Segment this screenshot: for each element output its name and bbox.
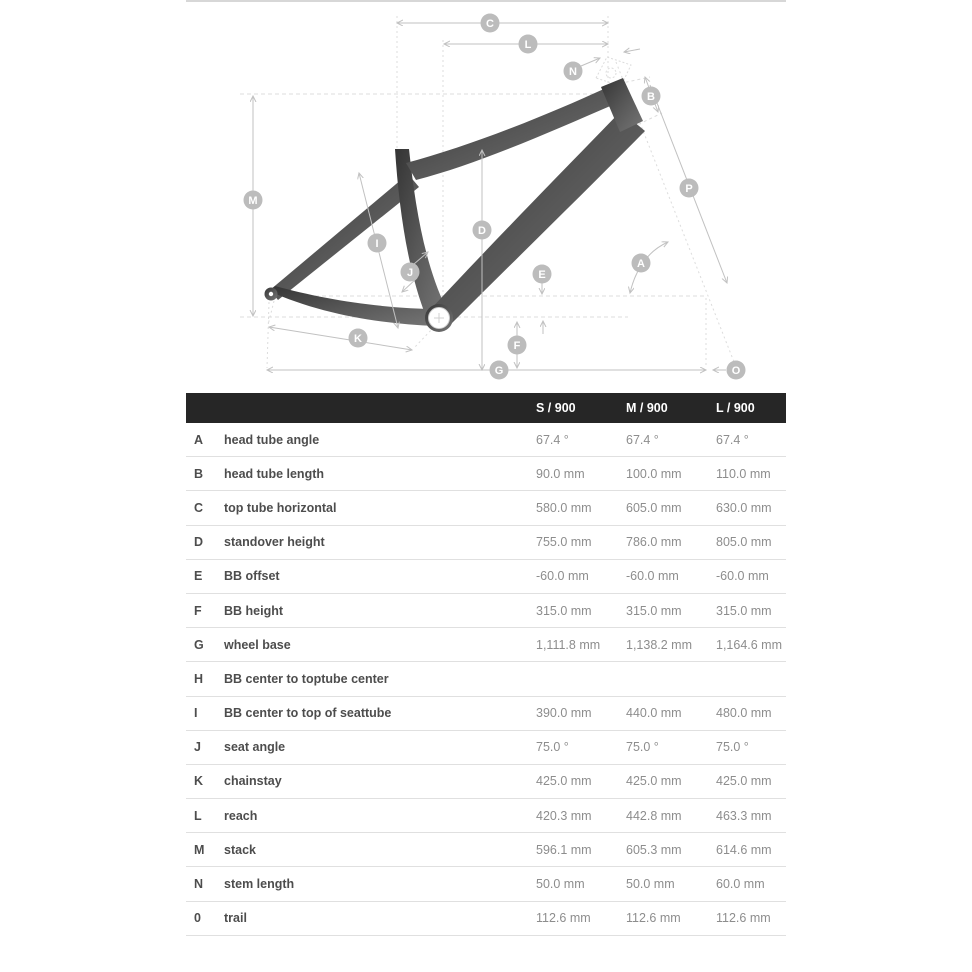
table-row xyxy=(186,765,786,799)
row-value-s: 67.4 ° xyxy=(536,432,569,447)
row-letter: E xyxy=(194,569,203,584)
table-row xyxy=(186,457,786,491)
row-value-m: 440.0 mm xyxy=(626,706,682,721)
row-label: trail xyxy=(224,911,247,926)
row-value-m: 1,138.2 mm xyxy=(626,637,693,652)
row-value-m: 605.0 mm xyxy=(626,500,682,515)
dimension-marker-label: K xyxy=(354,333,362,345)
dimension-marker-label: J xyxy=(406,267,414,279)
row-value-l: 463.3 mm xyxy=(716,808,772,823)
row-label: BB center to toptube center xyxy=(224,671,389,686)
row-letter: C xyxy=(194,500,204,515)
row-value-m: 605.3 mm xyxy=(626,842,682,857)
table-row xyxy=(186,491,786,525)
row-value-s: 596.1 mm xyxy=(536,842,592,857)
dimension-markers xyxy=(244,14,746,380)
dim-N-stem xyxy=(581,58,600,66)
table-row xyxy=(186,799,786,833)
dimension-marker-label: B xyxy=(647,91,655,103)
row-value-l: 480.0 mm xyxy=(716,706,772,721)
dimension-marker-label: I xyxy=(375,238,379,250)
chain-stay xyxy=(269,286,440,326)
geometry-table xyxy=(186,393,786,936)
dimension-marker-label: D xyxy=(478,225,486,237)
row-label: BB offset xyxy=(224,569,280,584)
row-value-s: 420.3 mm xyxy=(536,808,592,823)
row-value-l: 67.4 ° xyxy=(716,432,749,447)
dimension-marker-label: M xyxy=(248,195,258,207)
table-row xyxy=(186,902,786,936)
row-label: head tube length xyxy=(224,466,324,481)
table-row xyxy=(186,594,786,628)
row-letter: N xyxy=(194,877,204,892)
row-value-l: 110.0 mm xyxy=(716,466,771,481)
row-value-s: 50.0 mm xyxy=(536,877,585,892)
row-letter: I xyxy=(194,706,198,721)
table-row xyxy=(186,526,786,560)
row-letter: B xyxy=(194,466,204,481)
row-value-m: 315.0 mm xyxy=(626,603,682,618)
row-value-l: 315.0 mm xyxy=(716,603,772,618)
row-value-l: 60.0 mm xyxy=(716,877,765,892)
row-value-m: 442.8 mm xyxy=(626,808,682,823)
row-value-l: 112.6 mm xyxy=(716,911,771,926)
row-letter: A xyxy=(194,432,204,447)
row-value-l: 425.0 mm xyxy=(716,774,772,789)
dimension-lines xyxy=(253,23,727,370)
table-row xyxy=(186,628,786,662)
row-label: reach xyxy=(224,808,258,823)
column-header-l: L / 900 xyxy=(716,401,755,415)
table-header xyxy=(186,393,786,423)
row-value-m: 425.0 mm xyxy=(626,774,682,789)
row-value-m: -60.0 mm xyxy=(626,569,679,584)
row-value-m: 67.4 ° xyxy=(626,432,659,447)
row-label: BB height xyxy=(224,603,284,618)
dimension-marker-label: F xyxy=(513,340,521,352)
row-letter: D xyxy=(194,535,204,550)
row-label: head tube angle xyxy=(224,432,320,447)
row-letter: F xyxy=(194,603,202,618)
dimension-marker-label: N xyxy=(569,66,577,78)
down-tube xyxy=(429,111,645,327)
row-value-s: 90.0 mm xyxy=(536,466,585,481)
row-letter: L xyxy=(194,808,202,823)
row-value-s: 75.0 ° xyxy=(536,740,569,755)
frame-geometry-diagram xyxy=(186,0,786,392)
row-letter: H xyxy=(194,671,204,686)
row-label: BB center to top of seattube xyxy=(224,706,392,721)
dim-K-chainstay xyxy=(269,327,412,350)
row-value-l: 630.0 mm xyxy=(716,500,772,515)
row-letter: M xyxy=(194,842,205,857)
dimension-marker-label: L xyxy=(524,39,532,51)
dimension-marker-label: E xyxy=(538,269,546,281)
table-row xyxy=(186,560,786,594)
table-row xyxy=(186,731,786,765)
row-value-s: 425.0 mm xyxy=(536,774,592,789)
row-value-s: 315.0 mm xyxy=(536,603,592,618)
row-value-s: -60.0 mm xyxy=(536,569,589,584)
dimension-marker-label: P xyxy=(685,183,693,195)
row-label: wheel base xyxy=(224,637,291,652)
column-header-s: S / 900 xyxy=(536,401,576,415)
row-value-s: 580.0 mm xyxy=(536,500,592,515)
row-value-m: 112.6 mm xyxy=(626,911,681,926)
table-row xyxy=(186,833,786,867)
table-row xyxy=(186,697,786,731)
stem-outline xyxy=(596,57,631,86)
table-body xyxy=(186,423,786,936)
dimension-marker-label: C xyxy=(486,18,494,30)
dimension-marker-label: G xyxy=(494,365,504,377)
row-value-l: 1,164.6 mm xyxy=(716,637,783,652)
row-value-m: 50.0 mm xyxy=(626,877,675,892)
row-label: stack xyxy=(224,842,256,857)
row-value-m: 100.0 mm xyxy=(626,466,682,481)
row-value-s: 755.0 mm xyxy=(536,535,592,550)
row-letter: J xyxy=(194,740,201,755)
seat-stay xyxy=(270,174,419,300)
row-label: chainstay xyxy=(224,774,282,789)
row-value-l: 805.0 mm xyxy=(716,535,772,550)
table-row xyxy=(186,662,786,696)
row-label: standover height xyxy=(224,535,325,550)
row-value-s: 1,111.8 mm xyxy=(536,637,601,652)
row-value-l: 614.6 mm xyxy=(716,842,772,857)
dimension-marker-label: O xyxy=(731,365,741,377)
content-column xyxy=(186,0,786,972)
bike-frame-illustration xyxy=(265,78,646,332)
row-value-m: 75.0 ° xyxy=(626,740,659,755)
construction-lines xyxy=(240,16,736,368)
row-label: top tube horizontal xyxy=(224,500,337,515)
row-value-l: -60.0 mm xyxy=(716,569,769,584)
row-value-s: 112.6 mm xyxy=(536,911,591,926)
row-letter: K xyxy=(194,774,204,789)
dimension-marker-label: A xyxy=(637,258,645,270)
row-letter: G xyxy=(194,637,204,652)
table-row xyxy=(186,867,786,901)
row-value-s: 390.0 mm xyxy=(536,706,592,721)
row-label: stem length xyxy=(224,877,295,892)
row-label: seat angle xyxy=(224,740,286,755)
rear-axle-hole xyxy=(269,292,273,296)
row-value-l: 75.0 ° xyxy=(716,740,749,755)
column-header-m: M / 900 xyxy=(626,401,668,415)
row-value-m: 786.0 mm xyxy=(626,535,682,550)
dim-bar-arrow xyxy=(624,49,640,52)
table-row xyxy=(186,423,786,457)
row-letter: 0 xyxy=(194,911,201,926)
